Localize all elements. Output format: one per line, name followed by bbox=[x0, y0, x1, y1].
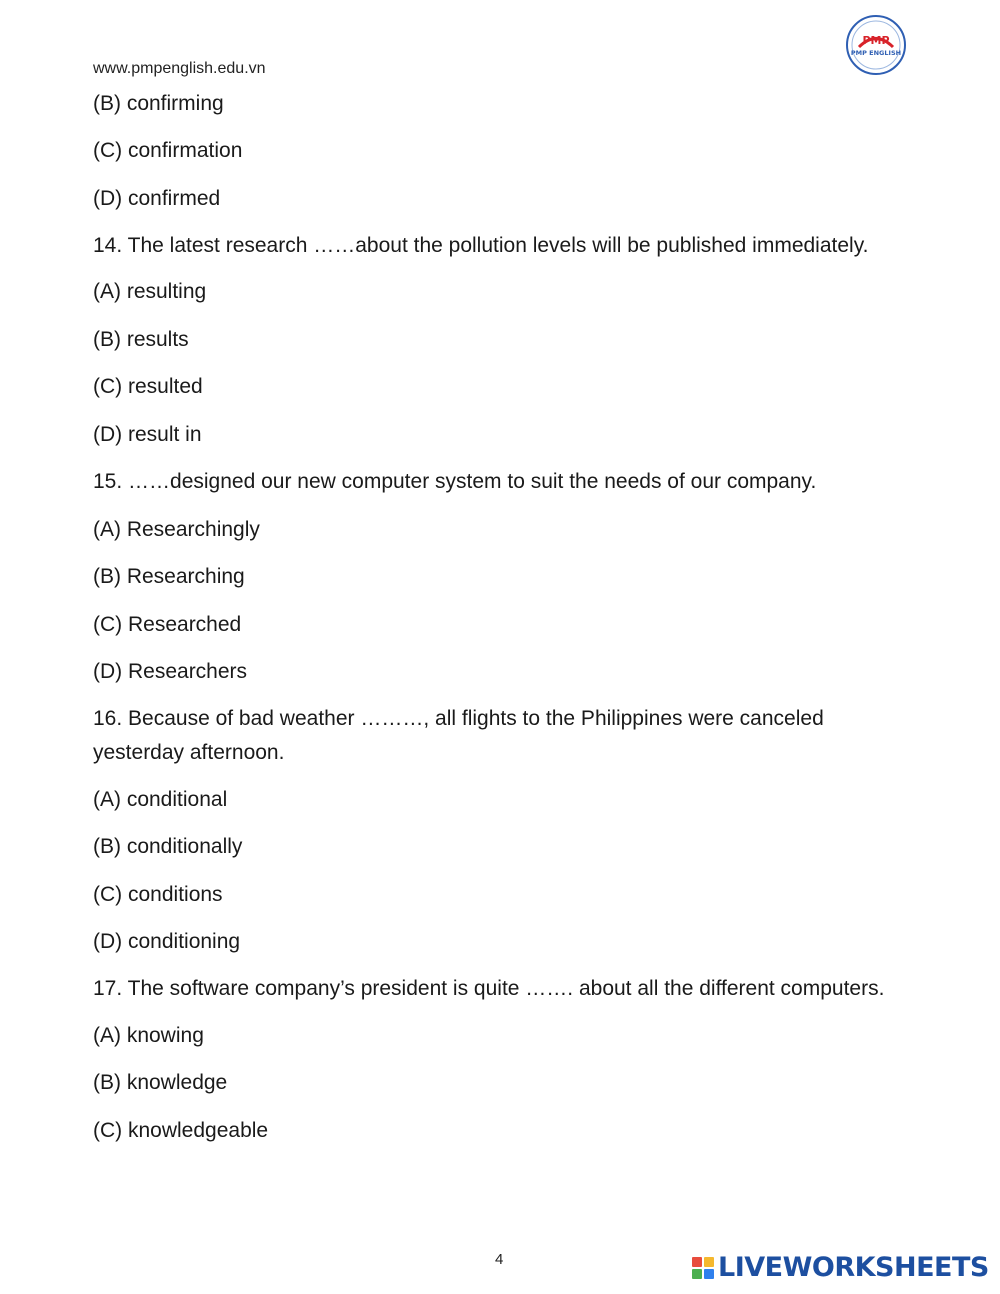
page-number: 4 bbox=[495, 1251, 504, 1268]
tile-2 bbox=[704, 1257, 714, 1267]
pmp-english-logo bbox=[845, 14, 907, 76]
option-16-c: (C) conditions bbox=[93, 882, 223, 906]
question-16: 16. Because of bad weather ………, all flights to the Philippines were canceled yesterday afternoon. bbox=[93, 707, 824, 764]
question-17: 17. The software company’s president is quite ……. about all the different computers. bbox=[93, 977, 885, 1000]
question-14: 14. The latest research ……about the pollution levels will be published immediately. bbox=[93, 233, 869, 257]
site-url: www.pmpenglish.edu.vn bbox=[93, 60, 266, 77]
option-13-b: (B) confirming bbox=[93, 91, 224, 115]
option-15-b: (B) Researching bbox=[93, 565, 245, 589]
option-16-a: (A) conditional bbox=[93, 787, 228, 811]
option-15-a: (A) Researchingly bbox=[93, 517, 260, 541]
question-15: 15. ……designed our new computer system to suit the needs of our company. bbox=[93, 470, 817, 494]
option-15-c: (C) Researched bbox=[93, 612, 242, 636]
tile-1 bbox=[692, 1257, 702, 1267]
liveworksheets-tiles-icon bbox=[692, 1257, 714, 1279]
option-17-a: (A) knowing bbox=[93, 1023, 204, 1047]
option-14-c: (C) resulted bbox=[93, 375, 203, 399]
option-14-a: (A) resulting bbox=[93, 280, 207, 304]
option-15-d: (D) Researchers bbox=[93, 660, 248, 684]
option-13-d: (D) confirmed bbox=[93, 186, 221, 210]
option-14-d: (D) result in bbox=[93, 422, 202, 446]
logo-text: PMP ENGLISH bbox=[850, 49, 902, 57]
option-17-b: (B) knowledge bbox=[93, 1071, 228, 1095]
tile-3 bbox=[692, 1269, 702, 1279]
tile-4 bbox=[704, 1269, 714, 1279]
svg-text:PMP: PMP bbox=[862, 34, 890, 47]
option-16-b: (B) conditionally bbox=[93, 835, 243, 859]
option-14-b: (B) results bbox=[93, 327, 189, 351]
option-13-c: (C) confirmation bbox=[93, 139, 243, 163]
liveworksheets-brand[interactable] bbox=[692, 1252, 989, 1283]
liveworksheets-text: LIVEWORKSHEETS bbox=[718, 1252, 989, 1283]
option-16-d: (D) conditioning bbox=[93, 930, 241, 954]
option-17-c: (C) knowledgeable bbox=[93, 1118, 269, 1142]
worksheet-content bbox=[93, 80, 913, 1155]
